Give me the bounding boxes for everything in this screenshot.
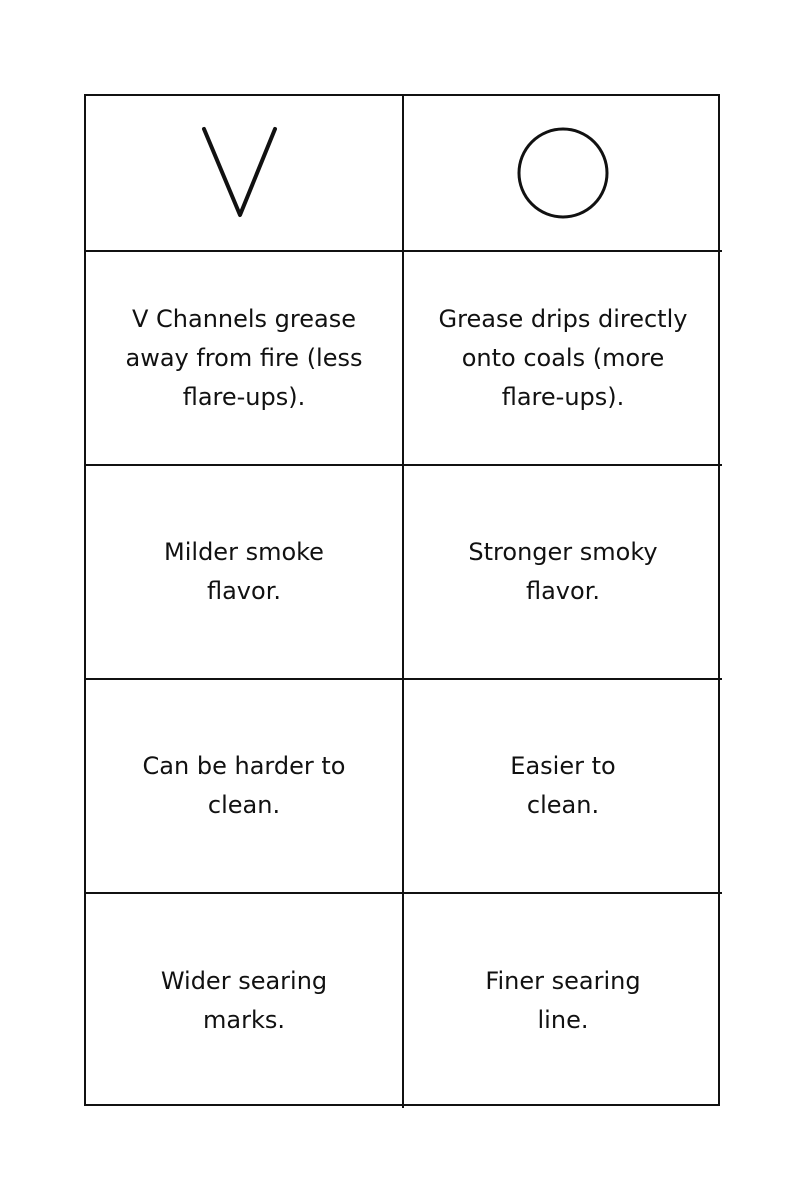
cell-text: Stronger smoky flavor. xyxy=(468,538,658,605)
comparison-table xyxy=(84,94,720,1106)
v-shape-icon xyxy=(199,125,289,221)
cell-text: Wider searing marks. xyxy=(160,967,328,1034)
cell-text: V Channels grease away from fire (less flare-ups). xyxy=(125,304,363,411)
table-cell-right xyxy=(404,466,722,680)
table-cell-right xyxy=(404,894,722,1108)
header-cell-circle xyxy=(404,96,722,252)
table-cell-left xyxy=(86,680,404,894)
table-cell-left xyxy=(86,466,404,680)
circle-icon xyxy=(515,125,611,221)
header-cell-v-shape xyxy=(86,96,404,252)
table-cell-right xyxy=(404,252,722,466)
cell-text: Grease drips directly onto coals (more flare-ups). xyxy=(438,304,688,411)
table-cell-left xyxy=(86,252,404,466)
table-cell-right xyxy=(404,680,722,894)
cell-text: Easier to clean. xyxy=(510,752,616,819)
cell-text: Finer searing line. xyxy=(485,967,641,1034)
cell-text: Can be harder to clean. xyxy=(142,752,346,819)
table-cell-left xyxy=(86,894,404,1108)
cell-text: Milder smoke flavor. xyxy=(164,538,324,605)
